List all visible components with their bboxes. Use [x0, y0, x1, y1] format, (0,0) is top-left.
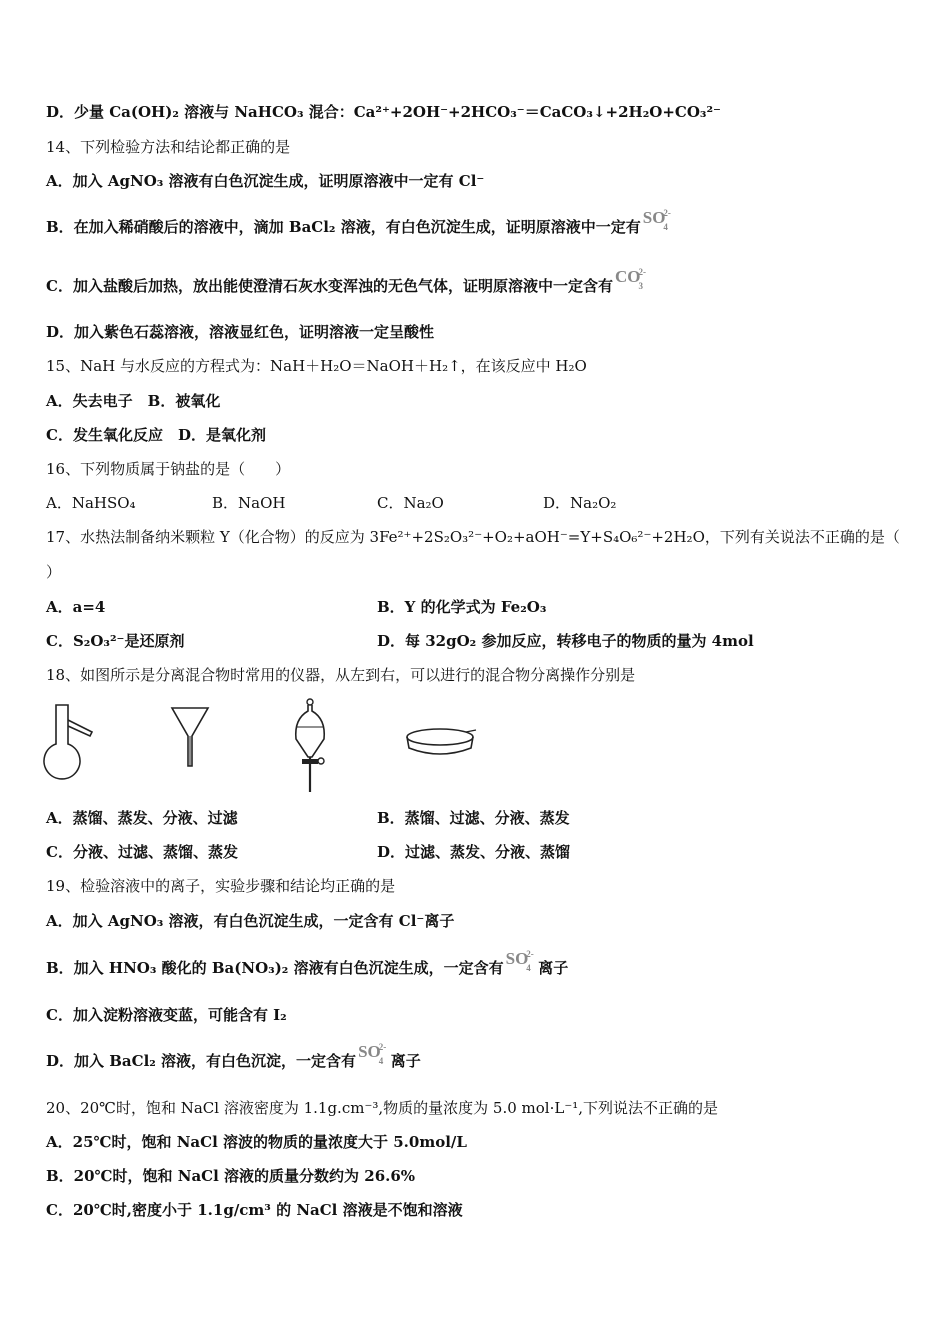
q17-stem: 17、水热法制备纳米颗粒 Y（化合物）的反应为 3Fe²⁺+2S₂O₃²⁻+O₂+aOH⁻=Y+S₄O₆²⁻+2H₂O，下列有关说法不正确的是（ [46, 528, 900, 546]
separatory-funnel-icon [290, 697, 330, 795]
q17-option-c: C．S₂O₃²⁻是还原剂 [46, 632, 185, 650]
funnel-icon [170, 706, 210, 770]
q20-stem: 20、20℃时，饱和 NaCl 溶液密度为 1.1g.cm⁻³,物质的量浓度为 5.0 mol·L⁻¹,下列说法不正确的是 [46, 1099, 719, 1117]
q18-option-b: B．蒸馏、过滤、分液、蒸发 [377, 809, 570, 827]
q16-option-b: B．NaOH [212, 494, 286, 512]
q17-option-a: A．a=4 [46, 598, 106, 616]
q19-option-a: A．加入 AgNO₃ 溶液，有白色沉淀生成，一定含有 Cl⁻离子 [46, 912, 455, 930]
q16-stem: 16、下列物质属于钠盐的是（ ） [46, 460, 291, 478]
q16-option-d: D．Na₂O₂ [543, 494, 617, 512]
q20-option-a: A．25℃时，饱和 NaCl 溶波的物质的量浓度大于 5.0mol/L [46, 1133, 467, 1151]
q19-option-b [46, 949, 569, 978]
q19-option-d-text: D．加入 BaCl₂ 溶液，有白色沉淀，一定含有 [46, 1052, 357, 1070]
distillation-flask-icon [42, 702, 96, 786]
q20-option-b: B．20℃时，饱和 NaCl 溶液的质量分数约为 26.6% [46, 1167, 416, 1185]
q16-option-a: A．NaHSO₄ [46, 494, 136, 512]
q15-options-cd: C．发生氧化反应 D．是氧化剂 [46, 426, 266, 444]
q18-option-d: D．过滤、蒸发、分液、蒸馏 [377, 843, 571, 861]
q17-option-d: D．每 32gO₂ 参加反应，转移电子的物质的量为 4mol [377, 632, 754, 650]
q16-option-c: C．Na₂O [377, 494, 444, 512]
q17-option-b: B．Y 的化学式为 Fe₂O₃ [377, 598, 547, 616]
carbonate-ion: CO 2- 3 [614, 267, 646, 291]
ion-suffix: 离子 [390, 1052, 421, 1070]
q14-option-d: D．加入紫色石蕊溶液，溶液显红色，证明溶液一定呈酸性 [46, 323, 435, 341]
q18-option-c: C．分液、过滤、蒸馏、蒸发 [46, 843, 238, 861]
q19-option-b-text: B．加入 HNO₃ 酸化的 Ba(NO₃)₂ 溶液有白色沉淀生成，一定含有 [46, 959, 504, 977]
q15-options-ab: A．失去电子 B．被氧化 [46, 392, 221, 410]
q19-option-d [46, 1042, 421, 1071]
sulfate-ion: SO 2- 4 [358, 1042, 387, 1066]
sulfate-ion: SO 2- 4 [505, 949, 534, 973]
q14-option-b [46, 208, 671, 237]
q18-stem: 18、如图所示是分离混合物时常用的仪器，从左到右，可以进行的混合物分离操作分别是 [46, 666, 636, 684]
q19-stem: 19、检验溶液中的离子，实验步骤和结论均正确的是 [46, 877, 396, 895]
q14-stem: 14、下列检验方法和结论都正确的是 [46, 138, 291, 156]
q19-option-c: C．加入淀粉溶液变蓝，可能含有 I₂ [46, 1006, 287, 1024]
q15-stem: 15、NaH 与水反应的方程式为：NaH＋H₂O＝NaOH＋H₂↑，在该反应中 H₂O [46, 357, 587, 375]
q14-option-b-text: B．在加入稀硝酸后的溶液中，滴加 BaCl₂ 溶液，有白色沉淀生成，证明原溶液中一定有 [46, 218, 641, 236]
ion-suffix: 离子 [538, 959, 569, 977]
q14-option-c-text: C．加入盐酸后加热，放出能使澄清石灰水变浑浊的无色气体，证明原溶液中一定含有 [46, 277, 613, 295]
q17-stem-cont: ） [46, 563, 62, 581]
line-13d: D．少量 Ca(OH)₂ 溶液与 NaHCO₃ 混合：Ca²⁺+2OH⁻+2HCO₃⁻＝CaCO₃↓+2H₂O+CO₃²⁻ [46, 103, 721, 121]
q20-option-c: C．20℃时,密度小于 1.1g/cm³ 的 NaCl 溶液是不饱和溶液 [46, 1201, 463, 1219]
sulfate-ion: SO 2- 4 [642, 208, 671, 232]
q14-option-c [46, 267, 646, 296]
evaporating-dish-icon [404, 726, 478, 760]
q18-option-a: A．蒸馏、蒸发、分液、过滤 [46, 809, 238, 827]
q14-option-a: A．加入 AgNO₃ 溶液有白色沉淀生成，证明原溶液中一定有 Cl⁻ [46, 172, 485, 190]
